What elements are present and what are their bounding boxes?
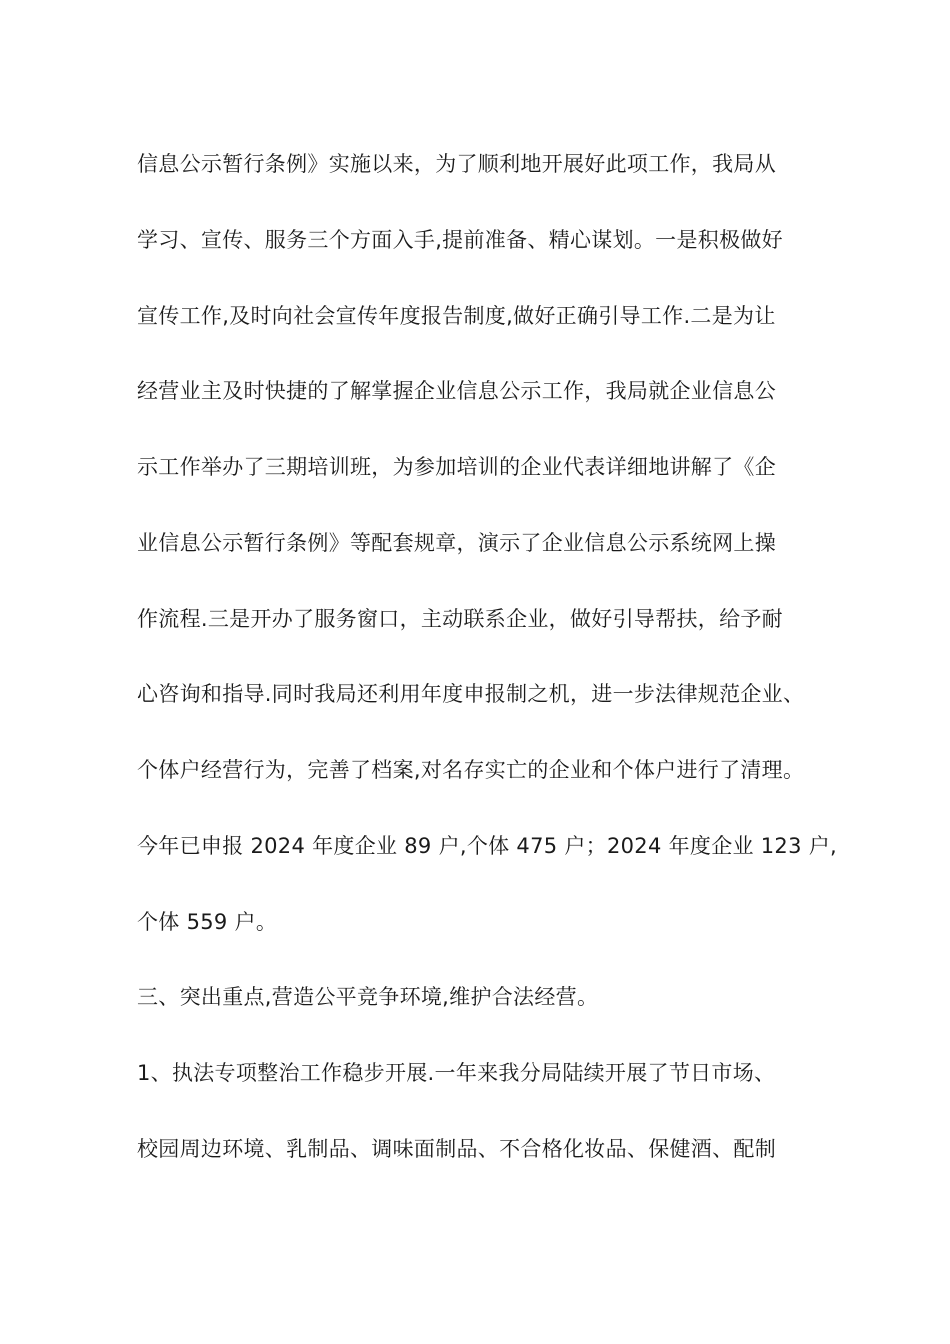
text-line-1: 信息公示暂行条例》实施以来，为了顺利地开展好此项工作，我局从 bbox=[137, 152, 776, 176]
text-line-4: 经营业主及时快捷的了解掌握企业信息公示工作，我局就企业信息公 bbox=[137, 379, 776, 403]
section-heading: 三、突出重点,营造公平竞争环境,维护合法经营。 bbox=[137, 985, 599, 1009]
text-line-9: 个体户经营行为，完善了档案,对名存实亡的企业和个体户进行了清理。 bbox=[137, 758, 805, 782]
text-line-3: 宣传工作,及时向社会宣传年度报告制度,做好正确引导工作.二是为让 bbox=[137, 304, 776, 328]
text-line-14: 校园周边环境、乳制品、调味面制品、不合格化妆品、保健酒、配制 bbox=[137, 1137, 776, 1161]
text-line-10: 今年已申报 2024 年度企业 89 户,个体 475 户；2024 年度企业 123 户, bbox=[137, 834, 837, 858]
text-line-5: 示工作举办了三期培训班，为参加培训的企业代表详细地讲解了《企 bbox=[137, 455, 776, 479]
text-line-8: 心咨询和指导.同时我局还利用年度申报制之机，进一步法律规范企业、 bbox=[137, 682, 805, 706]
text-line-11: 个体 559 户。 bbox=[137, 910, 278, 934]
text-line-2: 学习、宣传、服务三个方面入手,提前准备、精心谋划。一是积极做好 bbox=[137, 228, 783, 252]
text-line-6: 业信息公示暂行条例》等配套规章，演示了企业信息公示系统网上操 bbox=[137, 531, 776, 555]
text-line-13: 1、执法专项整治工作稳步开展.一年来我分局陆续开展了节日市场、 bbox=[137, 1061, 776, 1085]
text-line-7: 作流程.三是开办了服务窗口，主动联系企业，做好引导帮扶，给予耐 bbox=[137, 607, 783, 631]
